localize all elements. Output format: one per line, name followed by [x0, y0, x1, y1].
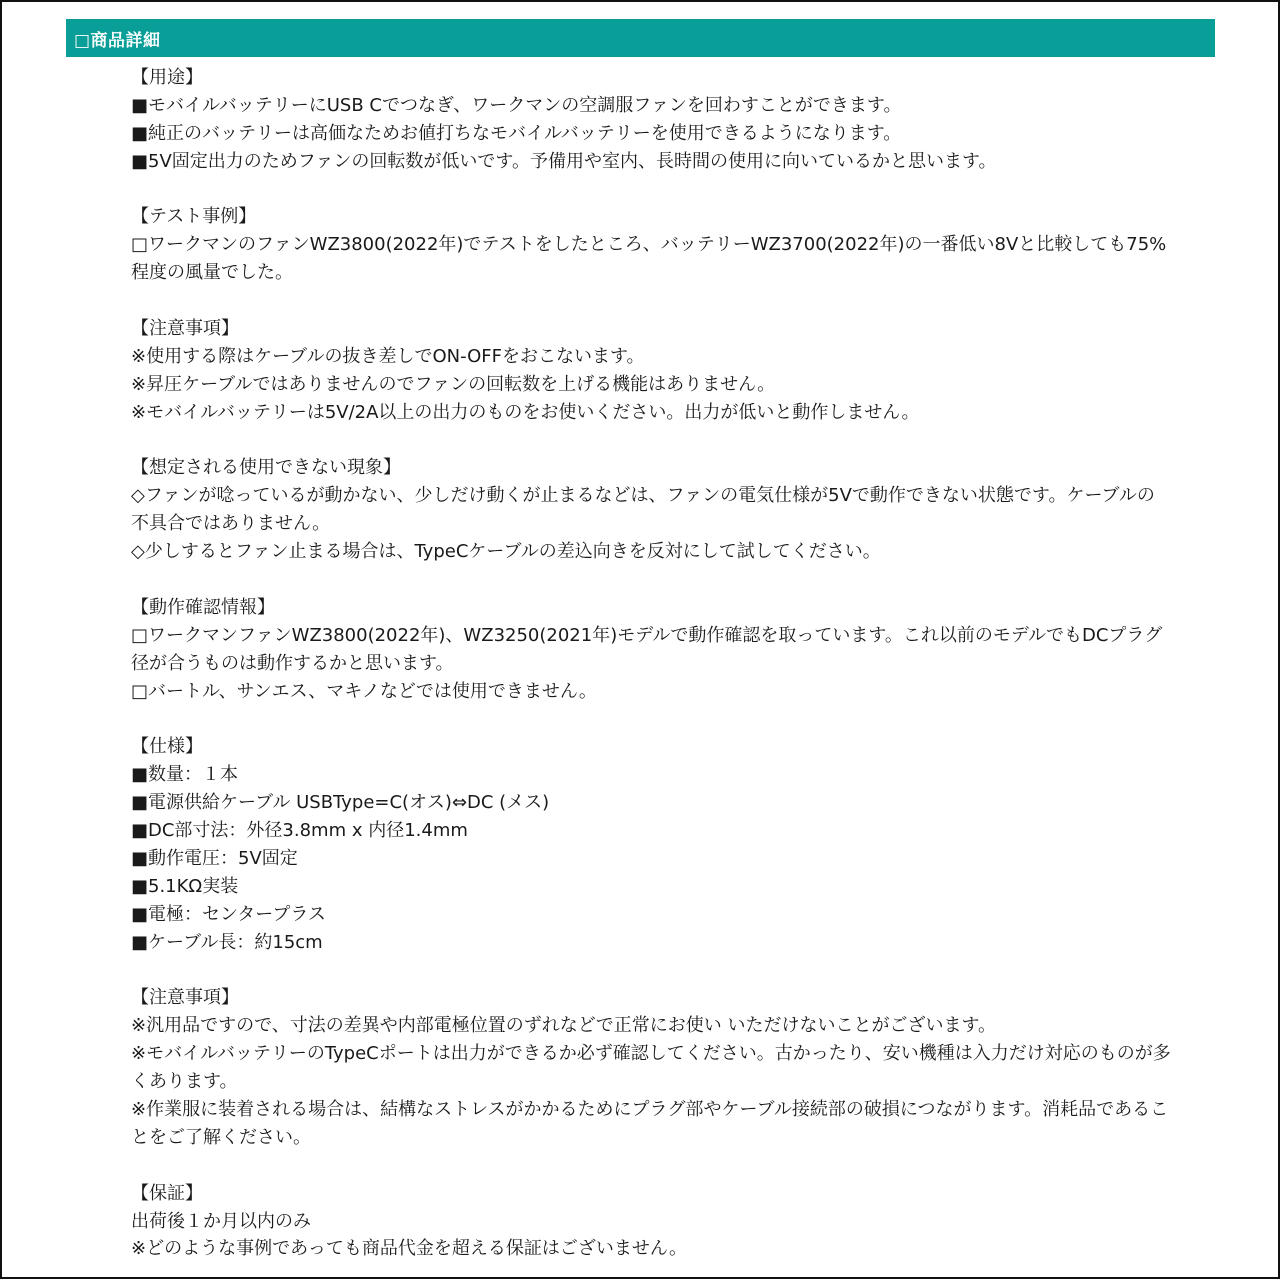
detail-section	[131, 594, 1211, 706]
section-line: ■ケーブル長：約15cm	[131, 931, 323, 953]
section-line: 径が合うものは動作するかと思います。	[131, 652, 454, 674]
section-line: ◇ファンが唸っているが動かない、少しだけ動くが止まるなどは、ファンの電気仕様が5Vで動作できない状態です。ケーブルの	[131, 485, 1155, 507]
section-line: ※作業服に装着される場合は、結構なストレスがかかるためにプラグ部やケーブル接続部の破損につながります。消耗品であるこ	[131, 1098, 1169, 1120]
section-heading: 【動作確認情報】	[131, 596, 275, 618]
detail-section	[131, 454, 1211, 566]
section-heading: 【テスト事例】	[131, 206, 257, 228]
section-header-bar	[66, 19, 1215, 57]
section-line: ■5V固定出力のためファンの回転数が低いです。予備用や室内、長時間の使用に向いているかと思います。	[131, 150, 997, 172]
section-line: ※モバイルバッテリーのTypeCポートは出力ができるか必ず確認してください。古かったり、安い機種は入力だけ対応のものが多	[131, 1043, 1171, 1065]
detail-section	[131, 315, 1211, 427]
section-heading: 【保証】	[131, 1182, 203, 1204]
section-line: □ワークマンのファンWZ3800(2022年)でテストをしたところ、バッテリーWZ3700(2022年)の一番低い8Vと比較しても75%	[131, 234, 1167, 256]
section-heading: 【注意事項】	[131, 318, 239, 340]
section-spacer	[131, 957, 1211, 985]
section-spacer	[131, 176, 1211, 204]
section-heading: 【注意事項】	[131, 987, 239, 1009]
section-line: ■電源供給ケーブル USBType=C(オス)⇔DC (メス)	[131, 792, 550, 814]
section-spacer	[131, 1152, 1211, 1180]
section-line: ※使用する際はケーブルの抜き差しでON-OFFをおこないます。	[131, 345, 645, 367]
section-line: ■電極：センタープラス	[131, 903, 326, 925]
section-line: ■DC部寸法：外径3.8mm x 内径1.4mm	[131, 820, 468, 842]
section-line: □バートル、サンエス、マキノなどでは使用できません。	[131, 680, 597, 702]
detail-section	[131, 1180, 1211, 1264]
section-line: ※モバイルバッテリーは5V/2A以上の出力のものをお使いください。出力が低いと動作しません。	[131, 401, 920, 423]
section-line: ■モバイルバッテリーにUSB Cでつなぎ、ワークマンの空調服ファンを回わすことができます。	[131, 94, 902, 116]
section-line: ■5.1KΩ実装	[131, 875, 239, 897]
section-spacer	[131, 427, 1211, 455]
section-line: 出荷後１か月以内のみ	[131, 1210, 311, 1232]
section-spacer	[131, 287, 1211, 315]
section-line: 程度の風量でした。	[131, 262, 293, 284]
section-header-title: □商品詳細	[74, 30, 161, 51]
product-details-content	[131, 64, 1211, 1263]
section-heading: 【仕様】	[131, 736, 203, 758]
section-line: ※どのような事例であっても商品代金を超える保証はございません。	[131, 1238, 687, 1260]
section-line: 不具合ではありません。	[131, 513, 331, 535]
section-spacer	[131, 566, 1211, 594]
detail-section	[131, 733, 1211, 956]
section-line: ※昇圧ケーブルではありませんのでファンの回転数を上げる機能はありません。	[131, 373, 776, 395]
section-line: ■動作電圧：5V固定	[131, 847, 298, 869]
section-line: ■純正のバッテリーは高価なためお値打ちなモバイルバッテリーを使用できるようになります。	[131, 122, 902, 144]
section-line: とをご了解ください。	[131, 1126, 311, 1148]
section-line: ※汎用品ですので、寸法の差異や内部電極位置のずれなどで正常にお使い いただけないことがございます。	[131, 1015, 996, 1037]
section-line: □ワークマンファンWZ3800(2022年)、WZ3250(2021年)モデルで動作確認を取っています。これ以前のモデルでもDCプラグ	[131, 624, 1163, 646]
section-line: くあります。	[131, 1071, 238, 1093]
section-spacer	[131, 705, 1211, 733]
section-heading: 【想定される使用できない現象】	[131, 457, 401, 479]
section-line: ◇少しするとファン止まる場合は、TypeCケーブルの差込向きを反対にして試してください。	[131, 541, 881, 563]
section-heading: 【用途】	[131, 67, 203, 88]
detail-section	[131, 203, 1211, 287]
detail-section	[131, 984, 1211, 1151]
section-line: ■数量：１本	[131, 764, 239, 786]
detail-section	[131, 64, 1211, 176]
